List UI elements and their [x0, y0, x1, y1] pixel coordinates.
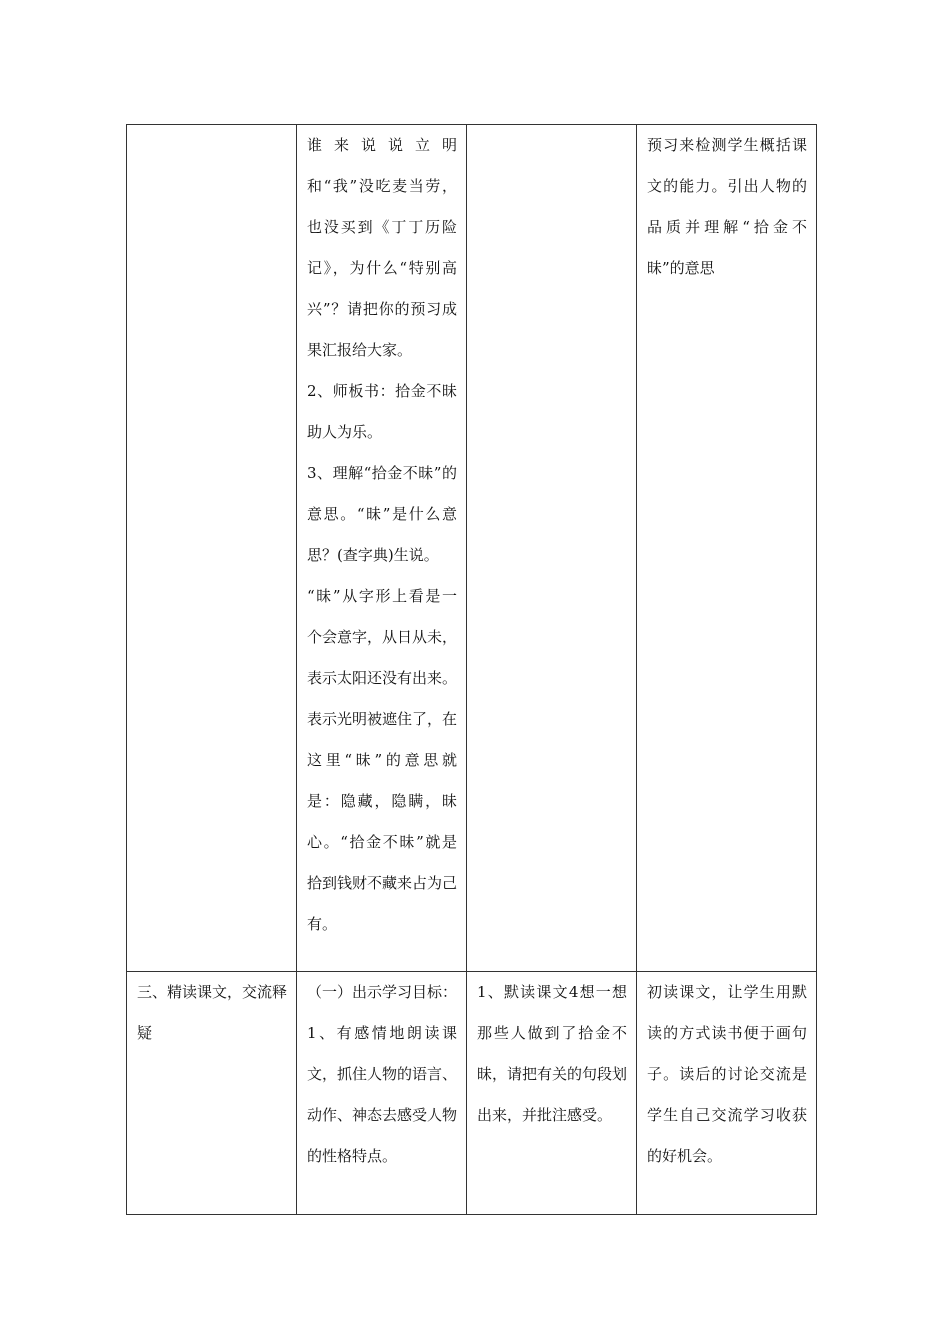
teacher-text: 1、有感情地朗读课文，抓住人物的语言、动作、神态去感受人物的性格特点。 [307, 1024, 458, 1165]
student-activity-cell [467, 972, 637, 1215]
teacher-text: 谁来说说立明和“我”没吃麦当劳，也没买到《丁丁历险记》，为什么“特别高兴”？请把你的预习成果汇报给大家。 [307, 136, 457, 359]
design-intent-cell [637, 972, 817, 1215]
student-activity-cell [467, 125, 637, 972]
intent-text: 初读课文，让学生用默读的方式读书便于画句子。读后的讨论交流是学生自己交流学习收获的好机会。 [647, 983, 807, 1165]
table-row [127, 125, 817, 972]
lesson-plan-table [126, 124, 817, 1215]
teacher-text: “昧”从字形上看是一个会意字，从日从未，表示太阳还没有出来。表示光明被遮住了，在这里“昧”的意思就是：隐藏，隐瞒，昧心。“拾金不昧”就是拾到钱财不藏来占为己有。 [307, 587, 458, 933]
design-intent-cell [637, 125, 817, 972]
teacher-text: 2、师板书：拾金不昧 助人为乐。 [307, 382, 457, 441]
student-text: 1、默读课文4想一想那些人做到了拾金不昧，请把有关的句段划出来，并批注感受。 [477, 983, 628, 1124]
teacher-activity-cell [297, 972, 467, 1215]
stage-cell [127, 125, 297, 972]
teacher-text: （一）出示学习目标： [307, 983, 458, 1001]
teacher-text: 3、理解“拾金不昧”的意思。“昧”是什么意思？(查字典)生说。 [307, 464, 457, 564]
table-row [127, 972, 817, 1215]
stage-text: 三、精读课文，交流释疑 [137, 983, 288, 1042]
stage-cell [127, 972, 297, 1215]
intent-text: 预习来检测学生概括课文的能力。引出人物的品质并理解“拾金不昧”的意思 [647, 136, 807, 277]
teacher-activity-cell [297, 125, 467, 972]
